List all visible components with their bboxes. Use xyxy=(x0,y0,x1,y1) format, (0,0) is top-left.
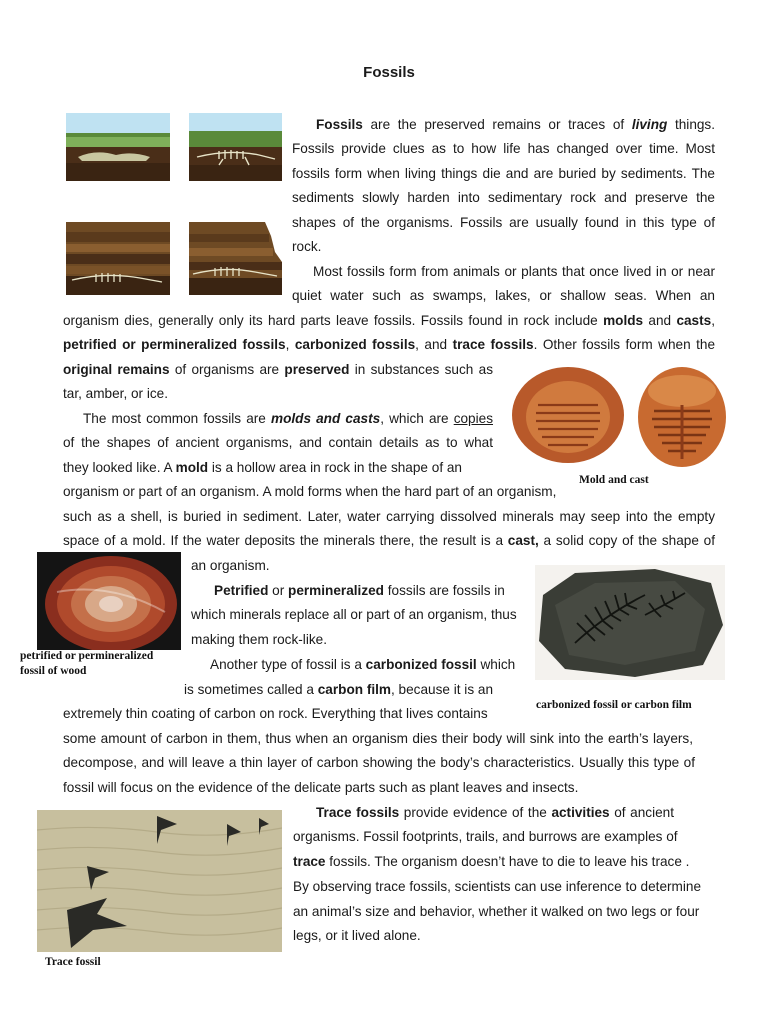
paragraph-5-line-2: is sometimes called a carbon film, because it is an xyxy=(184,682,494,697)
paragraph-1-line-2: Fossils provide clues as to how life has changed over time. Most xyxy=(292,141,715,156)
paragraph-6-line-2: organisms. Fossil footprints, trails, and burrows are examples of xyxy=(293,829,678,844)
paragraph-3-line-3: they looked like. A mold is a hollow area in rock in the shape of an xyxy=(63,460,462,475)
paragraph-6-line-5: an animal’s size and behavior, whether it walked on two legs or four xyxy=(293,904,700,919)
paragraph-5-line-6: fossil will focus on the evidence of the delicate parts such as plant leaves and insects. xyxy=(63,780,579,795)
mold-and-cast-caption: Mold and cast xyxy=(579,474,649,486)
paragraph-4-line-2: which minerals replace all or part of an organism, thus xyxy=(191,607,517,622)
paragraph-1-line-5: shapes of the organisms. Fossils are usually found in this type of xyxy=(292,215,715,230)
petrified-wood-photo xyxy=(37,552,181,650)
paragraph-5-line-5: decompose, and will leave a thin layer of carbon showing the body’s characteristics. Usually this type of xyxy=(63,755,695,770)
carbon-film-caption: carbonized fossil or carbon film xyxy=(536,699,692,711)
paragraph-3-line-2: of the shapes of ancient organisms, and contain details as to what xyxy=(63,435,493,450)
paragraph-5-line-3: extremely thin coating of carbon on rock. Everything that lives contains xyxy=(63,706,488,721)
fossil-formation-panel-2 xyxy=(189,113,282,181)
paragraph-1-line-6: rock. xyxy=(292,239,322,254)
paragraph-5-line-4: some amount of carbon in them, thus when an organism dies their body will sink into the earth’s layers, xyxy=(63,731,693,746)
paragraph-5-line-1: Another type of fossil is a carbonized fossil which xyxy=(210,657,516,672)
paragraph-3-line-6: space of a mold. If the water deposits the minerals there, the result is a cast, a solid copy of the shape of xyxy=(63,533,715,548)
petrified-caption-line-1: petrified or permineralized xyxy=(20,650,154,662)
paragraph-3-line-1: The most common fossils are molds and casts, which are copies xyxy=(83,411,493,426)
mold-and-cast-photo xyxy=(504,355,744,473)
fossil-formation-panel-3 xyxy=(66,222,170,295)
paragraph-4-line-3: making them rock-like. xyxy=(191,632,327,647)
paragraph-1-line-1: Fossils are the preserved remains or traces of living things. xyxy=(316,117,716,132)
paragraph-6-line-6: legs, or it lived alone. xyxy=(293,928,421,943)
paragraph-2-line-3: organism dies, generally only its hard parts leave fossils. Fossils found in rock include molds and casts, xyxy=(63,313,715,328)
petrified-caption-line-2: fossil of wood xyxy=(20,665,87,677)
paragraph-6-line-4: By observing trace fossils, scientists can use inference to determine xyxy=(293,879,702,894)
trace-fossil-photo xyxy=(37,810,282,952)
paragraph-1-line-3: fossils form when living things die and are buried by sediments. The xyxy=(292,166,715,181)
fossil-formation-panel-1 xyxy=(66,113,170,181)
trace-fossil-caption: Trace fossil xyxy=(45,956,101,968)
page-title: Fossils xyxy=(363,64,415,81)
paragraph-6-line-3: trace fossils. The organism doesn’t have to die to leave his trace . xyxy=(293,854,690,869)
paragraph-2-line-1: Most fossils form from animals or plants that once lived in or near xyxy=(313,264,715,279)
paragraph-2-line-6: tar, amber, or ice. xyxy=(63,386,169,401)
carbon-film-photo xyxy=(535,565,725,680)
paragraph-2-line-4: petrified or permineralized fossils, carbonized fossils, and trace fossils. Other fossils form when the xyxy=(63,337,716,352)
paragraph-6-line-1: Trace fossils provide evidence of the activities of ancient xyxy=(316,805,674,820)
paragraph-1-line-4: sediments slowly harden into sedimentary rock and preserve the xyxy=(292,190,715,205)
paragraph-3-line-4: organism or part of an organism. A mold forms when the hard part of an organism, xyxy=(63,484,557,499)
fossil-formation-panel-4 xyxy=(189,222,282,295)
paragraph-2-line-2: quiet water such as swamps, lakes, or shallow seas. When an xyxy=(292,288,715,303)
paragraph-3-line-7: an organism. xyxy=(191,558,270,573)
paragraph-2-line-5: original remains of organisms are preserved in substances such as xyxy=(63,362,493,377)
paragraph-3-line-5: such as a shell, is buried in sediment. Later, water carrying dissolved minerals may seep into the empty xyxy=(63,509,715,524)
paragraph-4-line-1: Petrified or permineralized fossils are fossils in xyxy=(214,583,505,598)
